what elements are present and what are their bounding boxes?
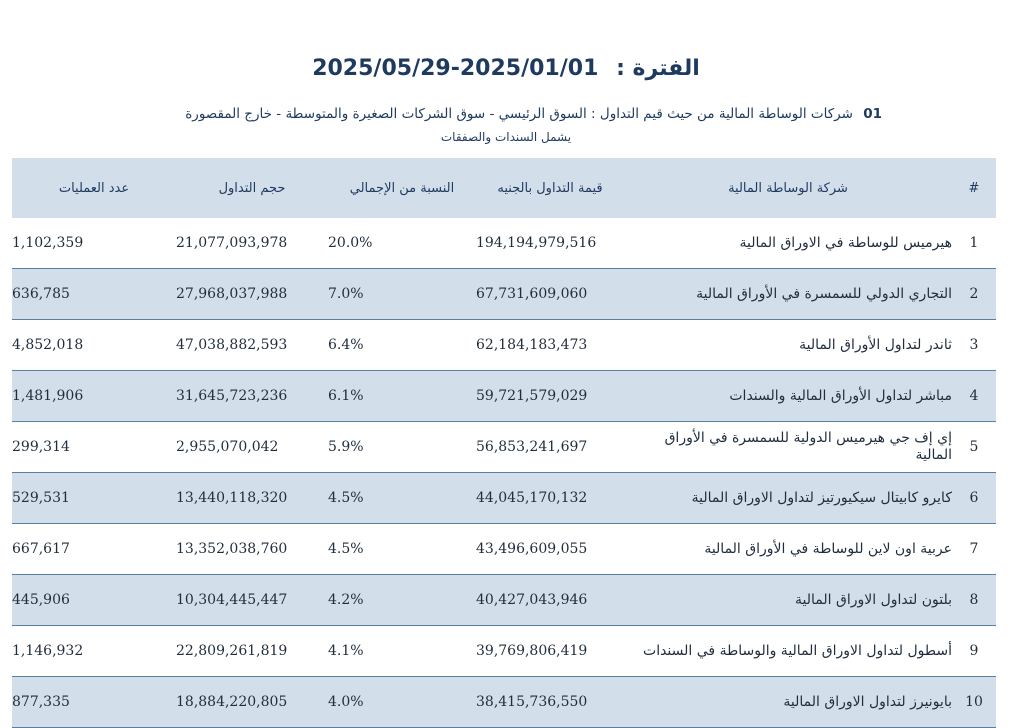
row-volume: 22,809,261,819 (176, 626, 328, 677)
row-trades: 667,617 (12, 524, 176, 575)
table-row (12, 524, 996, 575)
row-broker: مباشر لتداول الأوراق المالية والسندات (624, 371, 952, 422)
row-value: 62,184,183,473 (476, 320, 624, 371)
row-broker: عربية اون لاين للوساطة في الأوراق المالية (624, 524, 952, 575)
row-trades: 529,531 (12, 473, 176, 524)
period-dates: 2025/05/29-2025/01/01 (312, 56, 599, 81)
row-volume: 13,352,038,760 (176, 524, 328, 575)
row-index: 9 (952, 626, 996, 677)
col-header-volume: حجم التداول (176, 158, 328, 218)
row-share: 5.9% (328, 422, 476, 473)
row-trades: 445,906 (12, 575, 176, 626)
row-broker: كايرو كابيتال سيكيورتيز لتداول الاوراق المالية (624, 473, 952, 524)
row-value: 38,415,736,550 (476, 677, 624, 728)
section-number: 01 (863, 106, 882, 122)
row-index: 10 (952, 677, 996, 728)
table-row (12, 626, 996, 677)
col-header-value: قيمة التداول بالجنيه (476, 158, 624, 218)
row-share: 4.1% (328, 626, 476, 677)
row-share: 6.1% (328, 371, 476, 422)
period-title (0, 56, 1012, 81)
row-volume: 18,884,220,805 (176, 677, 328, 728)
table-row (12, 677, 996, 728)
row-value: 44,045,170,132 (476, 473, 624, 524)
section-note: يشمل السندات والصفقات (440, 130, 572, 144)
row-index: 7 (952, 524, 996, 575)
row-volume: 13,440,118,320 (176, 473, 328, 524)
period-label: الفترة : (616, 56, 700, 81)
row-broker: أسطول لتداول الاوراق المالية والوساطة في السندات (624, 626, 952, 677)
row-broker: ثاندر لتداول الأوراق المالية (624, 320, 952, 371)
row-trades: 636,785 (12, 269, 176, 320)
row-broker: إي إف جي هيرميس الدولية للسمسرة في الأوراق المالية (624, 422, 952, 473)
row-index: 4 (952, 371, 996, 422)
row-index: 5 (952, 422, 996, 473)
row-trades: 4,852,018 (12, 320, 176, 371)
table-row (12, 218, 996, 269)
row-trades: 877,335 (12, 677, 176, 728)
row-index: 6 (952, 473, 996, 524)
row-value: 39,769,806,419 (476, 626, 624, 677)
row-volume: 31,645,723,236 (176, 371, 328, 422)
row-value: 56,853,241,697 (476, 422, 624, 473)
row-trades: 1,146,932 (12, 626, 176, 677)
row-index: 3 (952, 320, 996, 371)
row-value: 40,427,043,946 (476, 575, 624, 626)
row-trades: 299,314 (12, 422, 176, 473)
row-value: 194,194,979,516 (476, 218, 624, 269)
row-share: 20.0% (328, 218, 476, 269)
row-volume: 27,968,037,988 (176, 269, 328, 320)
section-heading (185, 106, 882, 122)
col-header-broker: شركة الوساطة المالية (624, 158, 952, 218)
row-trades: 1,481,906 (12, 371, 176, 422)
table-row (12, 422, 996, 473)
row-share: 4.5% (328, 473, 476, 524)
row-trades: 1,102,359 (12, 218, 176, 269)
row-share: 4.2% (328, 575, 476, 626)
row-broker: بلتون لتداول الاوراق المالية (624, 575, 952, 626)
row-share: 6.4% (328, 320, 476, 371)
table-row (12, 575, 996, 626)
section-title: شركات الوساطة المالية من حيث قيم التداول : السوق الرئيسي - سوق الشركات الصغيرة والمتوسطة - خارج المقصورة (185, 106, 853, 122)
table-row (12, 269, 996, 320)
row-volume: 2,955,070,042 (176, 422, 328, 473)
row-index: 1 (952, 218, 996, 269)
row-volume: 47,038,882,593 (176, 320, 328, 371)
row-value: 43,496,609,055 (476, 524, 624, 575)
table-header-row (12, 158, 996, 218)
table-row (12, 320, 996, 371)
table-row (12, 473, 996, 524)
row-share: 7.0% (328, 269, 476, 320)
col-header-trades: عدد العمليات (12, 158, 176, 218)
row-value: 67,731,609,060 (476, 269, 624, 320)
row-index: 8 (952, 575, 996, 626)
row-volume: 21,077,093,978 (176, 218, 328, 269)
row-share: 4.0% (328, 677, 476, 728)
row-volume: 10,304,445,447 (176, 575, 328, 626)
row-broker: هيرميس للوساطة في الاوراق المالية (624, 218, 952, 269)
table-row (12, 371, 996, 422)
row-index: 2 (952, 269, 996, 320)
brokers-table (12, 158, 996, 728)
row-share: 4.5% (328, 524, 476, 575)
col-header-index: # (952, 158, 996, 218)
row-broker: التجاري الدولي للسمسرة في الأوراق المالية (624, 269, 952, 320)
col-header-share: النسبة من الإجمالي (328, 158, 476, 218)
row-value: 59,721,579,029 (476, 371, 624, 422)
row-broker: بايونيرز لتداول الاوراق المالية (624, 677, 952, 728)
